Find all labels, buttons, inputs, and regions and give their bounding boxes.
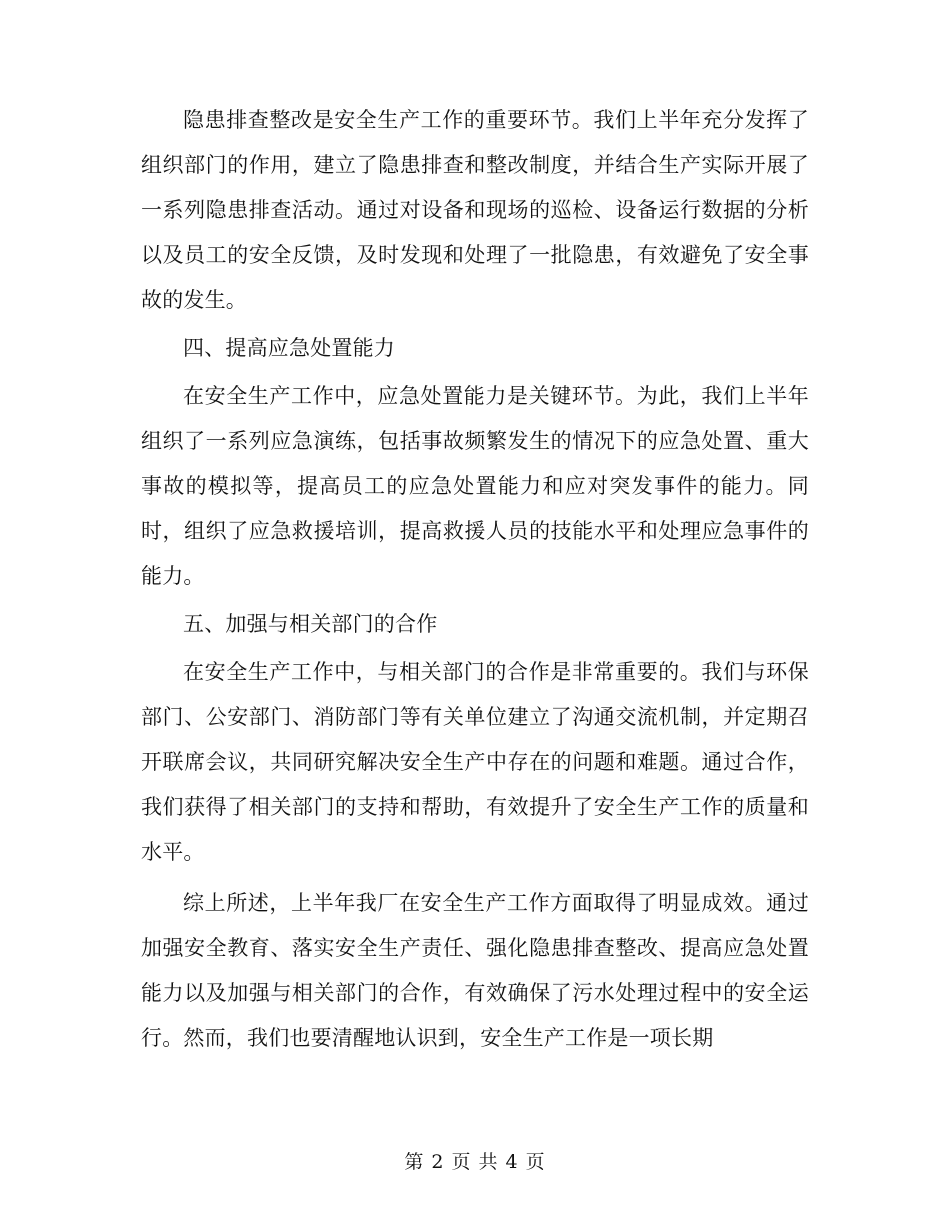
document-body (141, 98, 809, 1061)
section-heading-department-cooperation: 五、加强与相关部门的合作 (183, 612, 438, 636)
page-number-footer: 第 2 页 共 4 页 (404, 1151, 546, 1173)
paragraph-emergency-response: 在安全生产工作中，应急处置能力是关键环节。为此，我们上半年组织了一系列应急演练，包括事故频繁发生的情况下的应急处置、重大事故的模拟等，提高员工的应急处置能力和应对突发事件的能力。同时，组织了应急救援培训，提高救援人员的技能水平和处理应急事件的能力。 (141, 384, 809, 588)
section-heading-emergency-response: 四、提高应急处置能力 (183, 336, 395, 360)
paragraph-summary: 综上所述，上半年我厂在安全生产工作方面取得了明显成效。通过加强安全教育、落实安全生产责任、强化隐患排查整改、提高应急处置能力以及加强与相关部门的合作，有效确保了污水处理过程中的安全运行。然而，我们也要清醒地认识到，安全生产工作是一项长期 (141, 891, 809, 1050)
paragraph-department-cooperation: 在安全生产工作中，与相关部门的合作是非常重要的。我们与环保部门、公安部门、消防部门等有关单位建立了沟通交流机制，并定期召开联席会议，共同研究解决安全生产中存在的问题和难题。通过合作，我们获得了相关部门的支持和帮助，有效提升了安全生产工作的质量和水平。 (141, 660, 809, 864)
paragraph-hazard-inspection: 隐患排查整改是安全生产工作的重要环节。我们上半年充分发挥了组织部门的作用，建立了隐患排查和整改制度，并结合生产实际开展了一系列隐患排查活动。通过对设备和现场的巡检、设备运行数据的分析以及员工的安全反馈，及时发现和处理了一批隐患，有效避免了安全事故的发生。 (141, 108, 809, 312)
